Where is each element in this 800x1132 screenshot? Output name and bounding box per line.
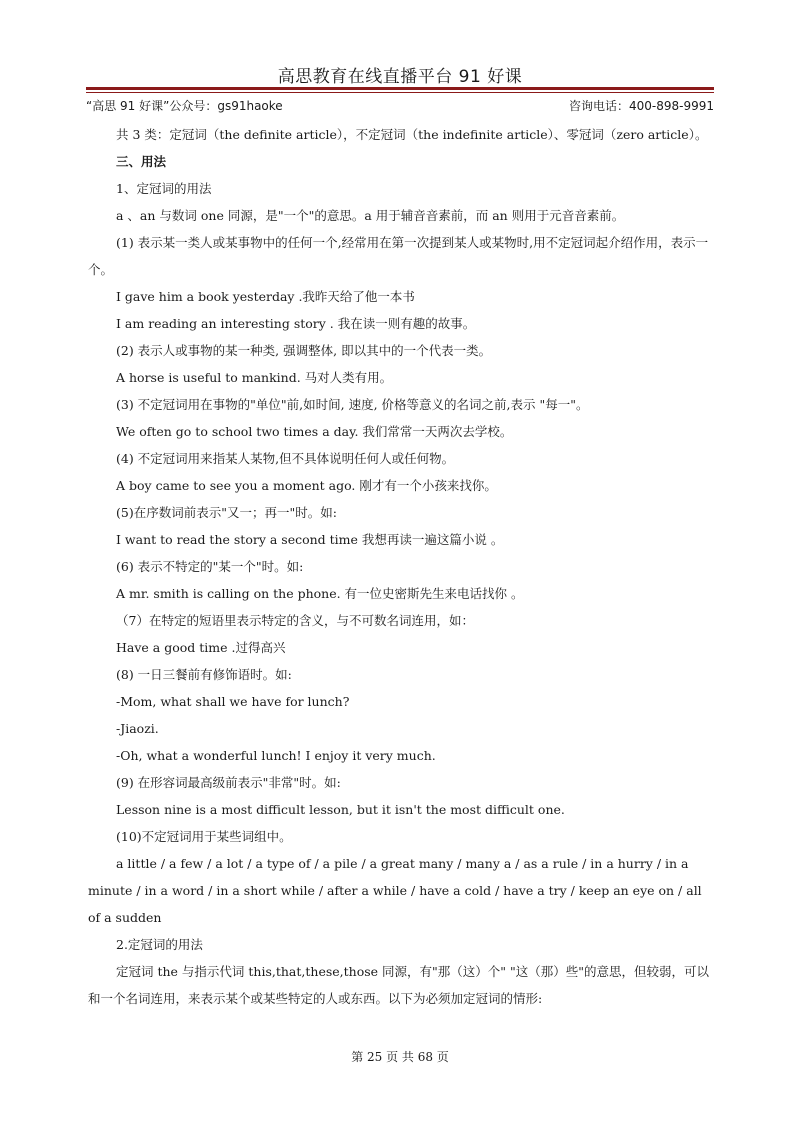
paragraph: a little / a few / a lot / a type of / a pile / a great many / many a / as a rule / in a hurry / in a minute / in a word / in a short while / after a while / have a cold / have a try / keep an eye on / all of a sudden [88,856,702,925]
paragraph: A mr. smith is calling on the phone. 有一位史密斯先生来电话找你 。 [116,586,524,601]
paragraph: (4) 不定冠词用来指某人某物,但不具体说明任何人或任何物。 [116,451,455,466]
paragraph: 1、定冠词的用法 [116,181,212,196]
paragraph: -Mom, what shall we have for lunch? [116,694,350,709]
paragraph: (8) 一日三餐前有修饰语时。如: [116,667,292,682]
public-account-text: “高思 91 好课”公众号：gs91haoke [86,99,283,113]
paragraph: Lesson nine is a most difficult lesson, but it isn't the most difficult one. [116,802,565,817]
paragraph: (1) 表示某一类人或某事物中的任何一个,经常用在第一次提到某人或某物时,用不定冠词起介绍作用，表示一个。 [88,235,709,277]
paragraph: 定冠词 the 与指示代词 this,that,these,those 同源，有"那（这）个" "这（那）些"的意思，但较弱，可以和一个名词连用，来表示某个或某些特定的人或东西。以下为必须加定冠词的情形: [88,964,709,1006]
paragraph: -Oh, what a wonderful lunch! I enjoy it very much. [116,748,436,763]
paragraph: I want to read the story a second time 我想再读一遍这篇小说 。 [116,532,504,547]
paragraph: (2) 表示人或事物的某一种类, 强调整体, 即以其中的一个代表一类。 [116,343,492,358]
phone-text: 咨询电话：400-898-9991 [568,99,714,113]
paragraph: -Jiaozi. [116,721,159,736]
paragraph: （7）在特定的短语里表示特定的含义，与不可数名词连用，如： [116,613,474,628]
paragraph: (9) 在形容词最高级前表示"非常"时。如: [116,775,341,790]
paragraph: I gave him a book yesterday .我昨天给了他一本书 [116,289,415,304]
paragraph: (5)在序数词前表示"又一；再一"时。如: [116,505,337,520]
paragraph: 共 3 类：定冠词（the definite article），不定冠词（the indefinite article）、零冠词（zero article）。 [116,127,708,142]
document-body [88,121,714,1012]
paragraph: We often go to school two times a day. 我们常常一天两次去学校。 [116,424,513,439]
paragraph: a 、an 与数词 one 同源，是"一个"的意思。a 用于辅音音素前，而 an 则用于元音音素前。 [116,208,625,223]
header-title: 高思教育在线直播平台 91 好课 [277,67,523,87]
paragraph: 三、用法 [116,154,167,169]
paragraph: A boy came to see you a moment ago. 刚才有一个小孩来找你。 [116,478,497,493]
paragraph: (3) 不定冠词用在事物的"单位"前,如时间, 速度, 价格等意义的名词之前,表示 "每一"。 [116,397,589,412]
header-rule-thin [86,92,714,93]
paragraph: I am reading an interesting story . 我在读一则有趣的故事。 [116,316,476,331]
paragraph: Have a good time .过得高兴 [116,640,286,655]
paragraph: (6) 表示不特定的"某一个"时。如: [116,559,304,574]
paragraph: (10)不定冠词用于某些词组中。 [116,829,292,844]
header-rule-thick [86,87,714,90]
paragraph: 2.定冠词的用法 [116,937,203,952]
page-footer: 第 25 页 共 68 页 [351,1050,449,1064]
paragraph: A horse is useful to mankind. 马对人类有用。 [116,370,393,385]
